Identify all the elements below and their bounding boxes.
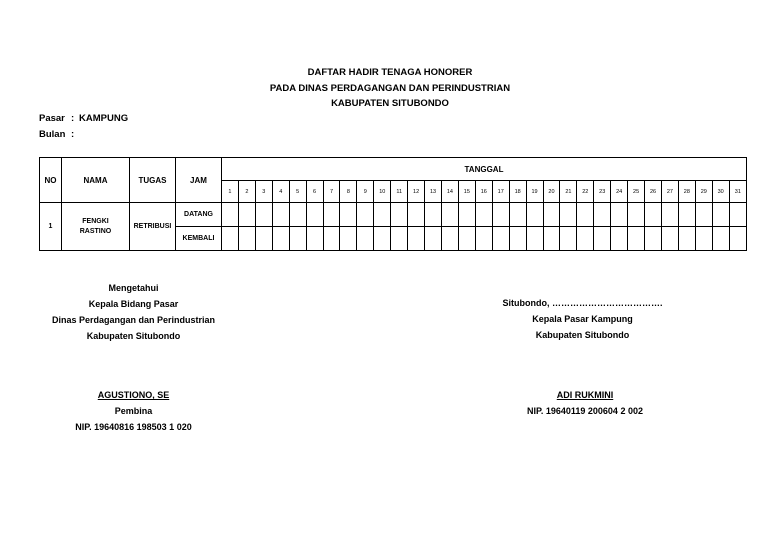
kembali-cell [306,227,323,251]
day-number: 4 [272,181,289,203]
row-nama [62,203,130,251]
datang-cell [238,203,255,227]
datang-cell [458,203,475,227]
datang-cell [729,203,746,227]
kembali-cell [492,227,509,251]
datang-cell [340,203,357,227]
datang-cell [661,203,678,227]
datang-cell [408,203,425,227]
day-number: 20 [543,181,560,203]
day-number: 18 [509,181,526,203]
day-number: 29 [695,181,712,203]
day-number: 10 [374,181,391,203]
kembali-cell [340,227,357,251]
kembali-cell [289,227,306,251]
pasar-field [39,113,128,124]
left-signer-nip: NIP. 19640816 198503 1 020 [75,422,192,432]
day-number: 16 [475,181,492,203]
right-sign-place-date: Situbondo, ………………………………. [502,298,663,308]
datang-cell [560,203,577,227]
kembali-cell [645,227,662,251]
right-signer [490,390,680,422]
pasar-value: KAMPUNG [79,113,129,124]
header-tanggal: TANGGAL [222,158,747,181]
kembali-cell [408,227,425,251]
datang-cell [475,203,492,227]
kembali-cell [661,227,678,251]
pasar-label: Pasar [39,113,65,124]
datang-cell [594,203,611,227]
kembali-cell [238,227,255,251]
datang-cell [391,203,408,227]
datang-cell [645,203,662,227]
kembali-cell [222,227,239,251]
day-number: 13 [425,181,442,203]
day-number: 19 [526,181,543,203]
bulan-colon: : [71,129,75,140]
header-nama: NAMA [62,158,130,203]
day-number: 2 [238,181,255,203]
kembali-cell [374,227,391,251]
datang-cell [357,203,374,227]
row-nama-line-2: RASTINO [79,227,112,235]
kembali-cell [594,227,611,251]
attendance-table [39,157,747,251]
datang-cell [509,203,526,227]
day-number: 9 [357,181,374,203]
day-number: 7 [323,181,340,203]
datang-cell [577,203,594,227]
kembali-cell [611,227,628,251]
header-jam: JAM [176,158,222,203]
day-number: 30 [712,181,729,203]
pasar-colon: : [71,113,75,124]
datang-cell [289,203,306,227]
datang-cell [306,203,323,227]
datang-cell [323,203,340,227]
row-jam-datang: DATANG [176,203,222,227]
row-nama-line-1: FENGKI [82,217,109,225]
right-sign-line-2: Kepala Pasar Kampung [532,314,633,324]
kembali-cell [628,227,645,251]
row-jam-kembali: KEMBALI [176,227,222,251]
kembali-cell [712,227,729,251]
day-number: 15 [458,181,475,203]
document-title-line-3: KABUPATEN SITUBONDO [331,98,449,109]
header-tugas: TUGAS [130,158,176,203]
left-sign-line-3: Dinas Perdagangan dan Perindustrian [51,315,216,325]
right-signer-nip: NIP. 19640119 200604 2 002 [527,406,643,416]
left-signature-block [36,283,231,347]
day-number: 21 [560,181,577,203]
day-number: 22 [577,181,594,203]
day-number: 11 [391,181,408,203]
kembali-cell [441,227,458,251]
datang-cell [425,203,442,227]
kembali-cell [560,227,577,251]
datang-cell [492,203,509,227]
day-number: 3 [255,181,272,203]
kembali-cell [475,227,492,251]
datang-cell [374,203,391,227]
row-tugas: RETRIBUSI [130,203,176,251]
bulan-label: Bulan [39,129,66,140]
day-number: 27 [661,181,678,203]
day-number: 24 [611,181,628,203]
kembali-cell [391,227,408,251]
kembali-cell [458,227,475,251]
document-title-line-2: PADA DINAS PERDAGANGAN DAN PERINDUSTRIAN [269,83,511,94]
datang-cell [272,203,289,227]
day-number: 6 [306,181,323,203]
datang-cell [255,203,272,227]
left-sign-line-4: Kabupaten Situbondo [86,331,181,341]
datang-cell [678,203,695,227]
day-number: 25 [628,181,645,203]
kembali-cell [695,227,712,251]
kembali-cell [425,227,442,251]
day-number: 28 [678,181,695,203]
datang-cell [628,203,645,227]
kembali-cell [678,227,695,251]
left-signer-position: Pembina [114,406,153,416]
datang-cell [441,203,458,227]
kembali-cell [729,227,746,251]
right-sign-line-3: Kabupaten Situbondo [535,330,630,340]
left-sign-line-2: Kepala Bidang Pasar [88,299,179,309]
day-number: 23 [594,181,611,203]
day-number: 12 [408,181,425,203]
kembali-cell [577,227,594,251]
datang-cell [712,203,729,227]
left-signer-name: AGUSTIONO, SE [97,390,170,400]
datang-cell [695,203,712,227]
kembali-cell [543,227,560,251]
day-number: 31 [729,181,746,203]
kembali-cell [323,227,340,251]
kembali-cell [526,227,543,251]
day-number: 5 [289,181,306,203]
day-number: 14 [441,181,458,203]
day-number: 17 [492,181,509,203]
datang-cell [611,203,628,227]
right-signer-name: ADI RUKMINI [556,390,614,400]
document-title-line-1: DAFTAR HADIR TENAGA HONORER [307,67,473,78]
bulan-field [39,129,79,140]
right-signature-block [480,298,685,346]
left-signer [36,390,231,438]
day-number: 1 [222,181,239,203]
datang-cell [543,203,560,227]
day-number: 8 [340,181,357,203]
left-sign-line-1: Mengetahui [108,283,159,293]
header-no: NO [40,158,62,203]
datang-cell [526,203,543,227]
kembali-cell [255,227,272,251]
kembali-cell [509,227,526,251]
datang-cell [222,203,239,227]
row-no: 1 [40,203,62,251]
day-number: 26 [645,181,662,203]
kembali-cell [272,227,289,251]
kembali-cell [357,227,374,251]
